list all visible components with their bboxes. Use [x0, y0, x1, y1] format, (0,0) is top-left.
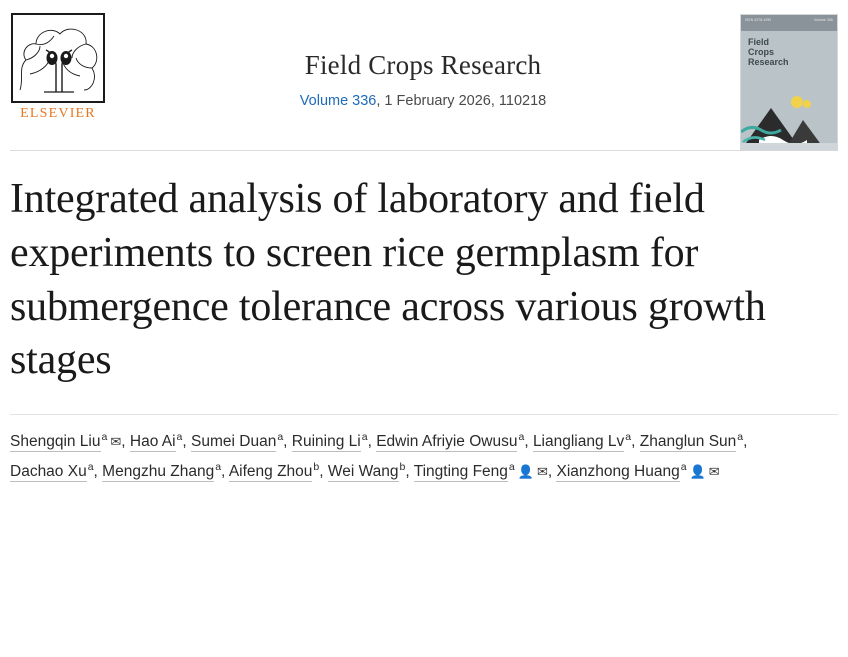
author-name[interactable]: Sumei Duan [191, 433, 277, 451]
author-separator: , [182, 433, 192, 451]
author-name[interactable]: Ruining Li [291, 433, 361, 451]
author-name[interactable]: Edwin Afriyie Owusu [376, 433, 518, 451]
author-name[interactable]: Shengqin Liu [10, 433, 101, 451]
page-title: Integrated analysis of laboratory and field experiments to screen rice germplasm for submergence tolerance across various growth stages [10, 176, 766, 384]
author-item[interactable] [556, 460, 720, 481]
author-name[interactable]: Tingting Feng [413, 463, 508, 481]
author-item[interactable] [102, 460, 222, 481]
author-separator: , [221, 463, 229, 481]
author-affiliation-marker[interactable]: b [313, 460, 320, 473]
elsevier-logo [10, 10, 106, 122]
author-name[interactable]: Aifeng Zhou [228, 463, 313, 481]
author-affiliation-marker[interactable]: a [87, 460, 94, 473]
author-separator: , [283, 433, 292, 451]
author-name[interactable]: Liangliang Lv [532, 433, 625, 451]
author-separator: , [319, 463, 328, 481]
header-divider [10, 150, 838, 151]
author-name[interactable]: Hao Ai [129, 433, 176, 451]
author-affiliation-marker[interactable]: a [215, 460, 222, 473]
author-separator: , [524, 433, 533, 451]
elsevier-tree-logo-icon [10, 12, 106, 104]
author-list [10, 427, 838, 487]
author-affiliation-marker[interactable]: a [737, 431, 744, 443]
author-item[interactable] [130, 433, 183, 450]
cover-title-line-2: Crops [748, 47, 775, 57]
author-separator: , [367, 433, 377, 451]
author-name[interactable]: Dachao Xu [10, 463, 87, 481]
author-name[interactable]: Zhanglun Sun [639, 433, 737, 451]
envelope-icon[interactable]: ✉ [110, 434, 122, 450]
author-item[interactable] [10, 460, 94, 481]
author-item[interactable] [327, 460, 406, 481]
authors-divider [10, 414, 838, 415]
author-item[interactable] [292, 433, 368, 450]
author-name[interactable]: Xianzhong Huang [556, 463, 680, 481]
journal-issue-meta [106, 93, 740, 109]
author-separator: , [631, 433, 640, 451]
author-name[interactable]: Mengzhu Zhang [102, 463, 215, 481]
person-icon[interactable]: 👤 [689, 464, 706, 480]
author-item[interactable] [533, 433, 631, 450]
envelope-icon[interactable]: ✉ [708, 464, 720, 480]
cover-top-bar [741, 15, 837, 31]
author-affiliation-marker[interactable]: a [680, 460, 687, 473]
journal-volume-link[interactable]: Volume 336 [299, 93, 377, 109]
journal-header [10, 0, 838, 150]
cover-title-line-3: Research [748, 57, 789, 67]
author-item[interactable] [376, 433, 524, 450]
author-item[interactable] [640, 433, 743, 450]
author-item[interactable] [191, 433, 283, 450]
journal-info [106, 10, 740, 109]
author-affiliation-marker[interactable]: a [625, 431, 632, 443]
author-separator: , [547, 463, 557, 481]
author-item[interactable] [228, 460, 320, 481]
author-affiliation-marker[interactable]: a [176, 431, 183, 443]
author-item[interactable] [413, 460, 548, 481]
author-item[interactable] [10, 433, 121, 450]
cover-title [748, 37, 789, 67]
journal-cover-thumbnail[interactable] [740, 14, 838, 151]
person-icon[interactable]: 👤 [517, 464, 534, 480]
journal-title: Field Crops Research [304, 50, 542, 80]
cover-title-line-1: Field [748, 37, 770, 47]
author-affiliation-marker[interactable]: a [277, 431, 284, 443]
author-separator: , [121, 433, 130, 451]
author-affiliation-marker[interactable]: a [508, 460, 515, 473]
cover-volume: Volume 336 [814, 18, 833, 22]
author-affiliation-marker[interactable]: a [518, 431, 525, 443]
author-affiliation-marker[interactable]: a [361, 431, 368, 443]
author-separator: , [743, 433, 748, 451]
author-affiliation-marker[interactable]: a [101, 431, 108, 443]
journal-issue-date: , 1 February 2026, 110218 [376, 93, 547, 109]
cover-bottom-bar [741, 143, 837, 150]
cover-issn: ISSN 0378-4290 [745, 18, 772, 22]
author-separator: , [93, 463, 103, 481]
envelope-icon[interactable]: ✉ [536, 464, 548, 480]
elsevier-wordmark: ELSEVIER [20, 106, 96, 121]
author-name[interactable]: Wei Wang [327, 463, 399, 481]
cover-artwork-icon [741, 88, 837, 150]
author-separator: , [405, 463, 414, 481]
author-affiliation-marker[interactable]: b [399, 460, 406, 473]
